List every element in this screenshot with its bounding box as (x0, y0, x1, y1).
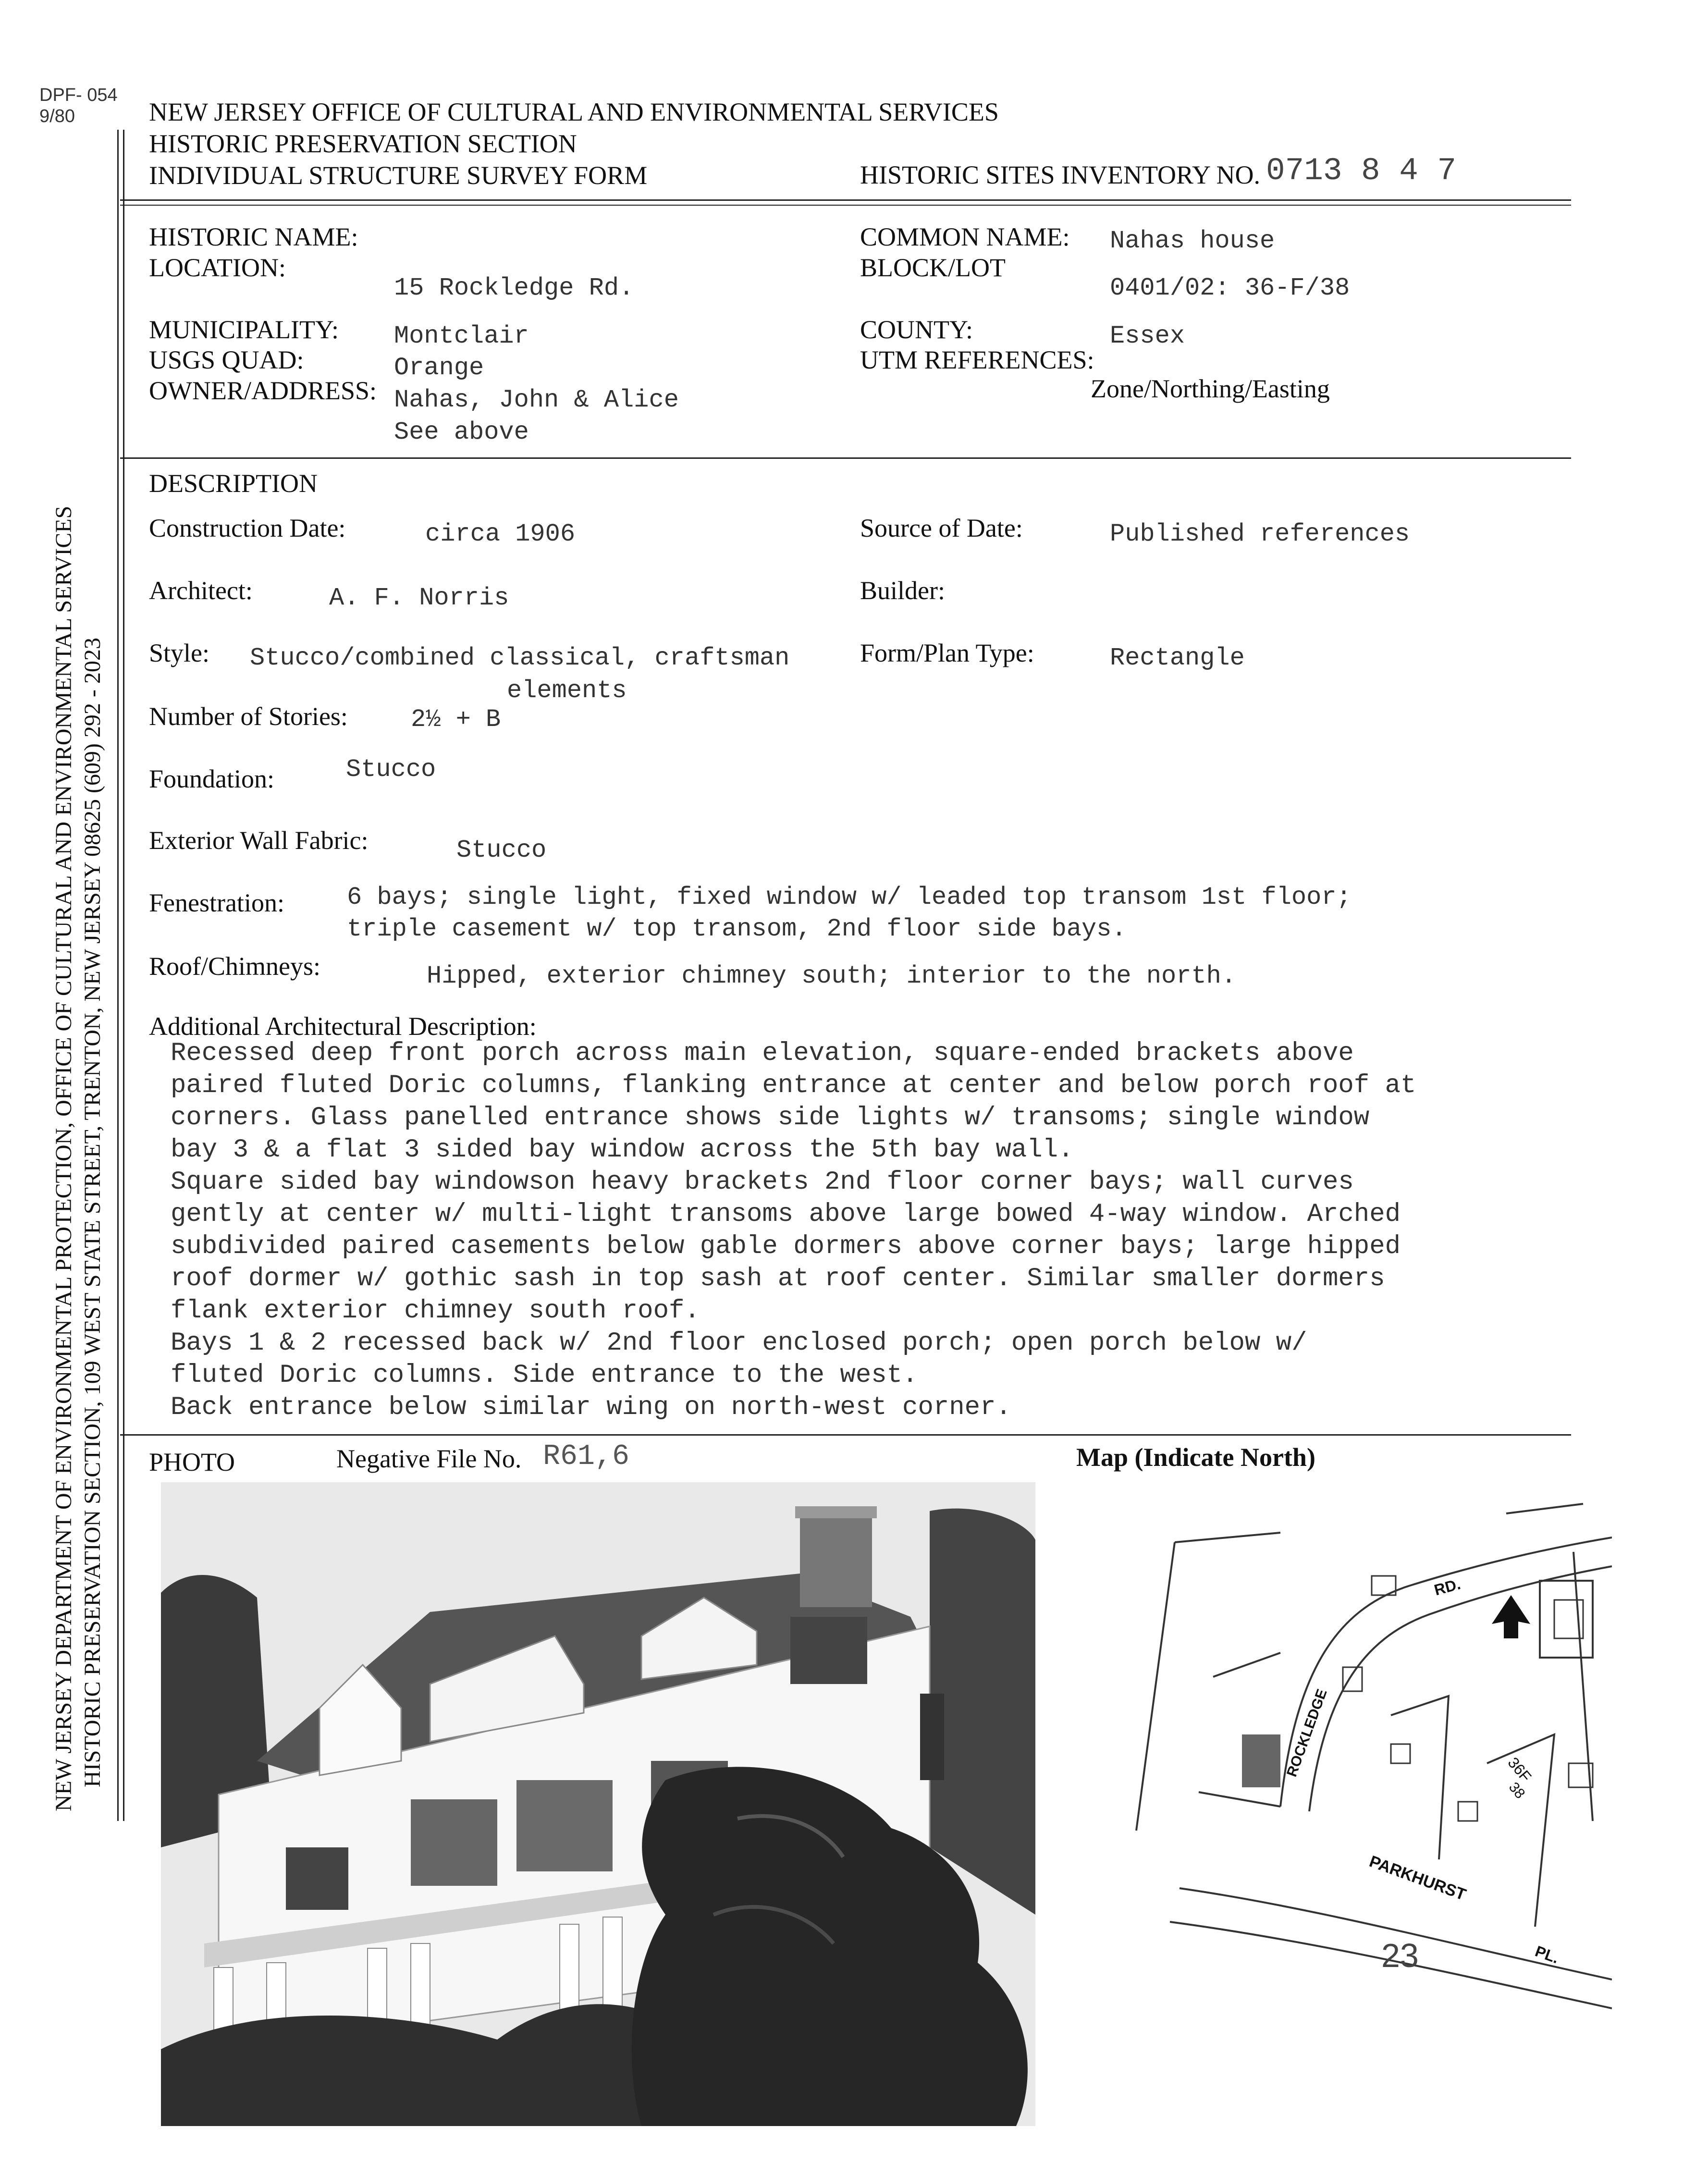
fenestration-label: Fenestration: (149, 888, 284, 917)
county-label: COUNTY: (860, 315, 973, 344)
style-label: Style: (149, 639, 210, 667)
photo-label: PHOTO (149, 1448, 235, 1476)
owner-value: Nahas, John & Alice (394, 386, 679, 414)
foundation-value: Stucco (346, 755, 436, 784)
additional-line: corners. Glass panelled entrance shows side lights w/ transoms; single window (171, 1103, 1370, 1132)
stories-label: Number of Stories: (149, 702, 348, 731)
location-label: LOCATION: (149, 253, 286, 282)
foundation-label: Foundation: (149, 764, 275, 793)
house-photo-drawing (161, 1482, 1035, 2126)
additional-line: Back entrance below similar wing on north-west corner. (171, 1393, 1011, 1422)
additional-line: paired fluted Doric columns, flanking entrance at center and below porch roof at (171, 1071, 1416, 1100)
form-plan-value: Rectangle (1110, 644, 1245, 672)
inventory-number: 0713 8 4 7 (1266, 153, 1457, 189)
builder-label: Builder: (860, 576, 945, 605)
roof-value: Hipped, exterior chimney south; interior to the north. (427, 962, 1237, 990)
style-value-line1: Stucco/combined classical, craftsman (250, 644, 790, 672)
form-code-date: 9/80 (39, 106, 75, 126)
usgs-label: USGS QUAD: (149, 345, 304, 374)
map-label: Map (Indicate North) (1076, 1443, 1315, 1472)
form-plan-label: Form/Plan Type: (860, 639, 1034, 667)
roof-label: Roof/Chimneys: (149, 952, 321, 981)
additional-line: flank exterior chimney south roof. (171, 1296, 700, 1326)
utm-subheading: Zone/Northing/Easting (1091, 374, 1330, 403)
block-lot-value: 0401/02: 36-F/38 (1110, 274, 1350, 302)
form-code (39, 85, 118, 127)
municipality-value: Montclair (394, 322, 529, 350)
description-heading: DESCRIPTION (149, 469, 318, 498)
county-value: Essex (1110, 322, 1185, 350)
construction-date-value: circa 1906 (425, 520, 576, 548)
additional-line: Recessed deep front porch across main elevation, square-ended brackets above (171, 1039, 1354, 1068)
additional-line: bay 3 & a flat 3 sided bay window across the 5th bay wall. (171, 1135, 1074, 1165)
map-lot-sublabel: 38 (1505, 1779, 1528, 1802)
map-street-rd: RD. (1432, 1575, 1462, 1599)
map-street-pl: PL. (1533, 1942, 1561, 1967)
usgs-value: Orange (394, 354, 484, 382)
owner-label: OWNER/ADDRESS: (149, 376, 377, 405)
historic-name-label: HISTORIC NAME: (149, 222, 358, 251)
source-value: Published references (1110, 520, 1410, 548)
owner-address-value: See above (394, 418, 529, 446)
left-border-line-inner (123, 130, 124, 1821)
municipality-label: MUNICIPALITY: (149, 315, 339, 344)
side-text-address: HISTORIC PRESERVATION SECTION, 109 WEST STATE STREET, TRENTON, NEW JERSEY 08625 (609) 292 - 2023 (80, 638, 105, 1787)
stories-value: 2½ + B (411, 705, 501, 734)
utm-label: UTM REFERENCES: (860, 345, 1094, 374)
common-name-value: Nahas house (1110, 227, 1275, 255)
additional-line: gently at center w/ multi-light transoms above large bowed 4-way window. Arched (171, 1200, 1401, 1229)
left-border-line (117, 130, 119, 1821)
additional-line: fluted Doric columns. Side entrance to the west. (171, 1361, 918, 1390)
house-photo (161, 1482, 1035, 2126)
map-street-rockledge: ROCKLEDGE (1284, 1687, 1330, 1779)
block-lot-label: BLOCK/LOT (860, 253, 1006, 282)
form-code-id: DPF- 054 (39, 85, 118, 105)
additional-line: Bays 1 & 2 recessed back w/ 2nd floor enclosed porch; open porch below w/ (171, 1328, 1307, 1358)
architect-label: Architect: (149, 576, 253, 605)
header-divider (120, 199, 1571, 201)
header-line1: NEW JERSEY OFFICE OF CULTURAL AND ENVIRONMENTAL SERVICES (149, 98, 999, 126)
side-text-agency: NEW JERSEY DEPARTMENT OF ENVIRONMENTAL PROTECTION, OFFICE OF CULTURAL AND ENVIRONMENTAL SERVICES (51, 505, 76, 1811)
common-name-label: COMMON NAME: (860, 222, 1070, 251)
inventory-label: HISTORIC SITES INVENTORY NO. (860, 160, 1261, 189)
fenestration-line1: 6 bays; single light, fixed window w/ leaded top transom 1st floor; (347, 883, 1352, 911)
source-label: Source of Date: (860, 514, 1023, 542)
fenestration-line2: triple casement w/ top transom, 2nd floor side bays. (347, 915, 1127, 943)
architect-value: A. F. Norris (329, 584, 509, 612)
header-line2: HISTORIC PRESERVATION SECTION (149, 129, 577, 158)
map-lot-label: 36F (1504, 1754, 1535, 1785)
description-divider (120, 1434, 1571, 1436)
wall-fabric-value: Stucco (456, 836, 547, 864)
header-divider-thin (120, 205, 1571, 206)
construction-date-label: Construction Date: (149, 514, 346, 542)
identification-divider (120, 457, 1571, 459)
wall-fabric-label: Exterior Wall Fabric: (149, 826, 369, 855)
additional-line: roof dormer w/ gothic sash in top sash at roof center. Similar smaller dormers (171, 1264, 1385, 1293)
style-value-line2: elements (507, 676, 627, 705)
location-value: 15 Rockledge Rd. (394, 274, 634, 302)
map-page-number: 23 (1381, 1937, 1419, 1974)
location-map (1122, 1494, 1612, 2032)
negative-file-label: Negative File No. (336, 1444, 522, 1473)
map-street-parkhurst: PARKHURST (1367, 1852, 1469, 1904)
additional-line: Square sided bay windowson heavy brackets 2nd floor corner bays; wall curves (171, 1168, 1354, 1197)
header-line3: INDIVIDUAL STRUCTURE SURVEY FORM (149, 161, 648, 190)
negative-file-number: R61,6 (543, 1440, 630, 1473)
additional-line: subdivided paired casements below gable dormers above corner bays; large hipped (171, 1232, 1401, 1261)
additional-label: Additional Architectural Description: (149, 1012, 537, 1041)
